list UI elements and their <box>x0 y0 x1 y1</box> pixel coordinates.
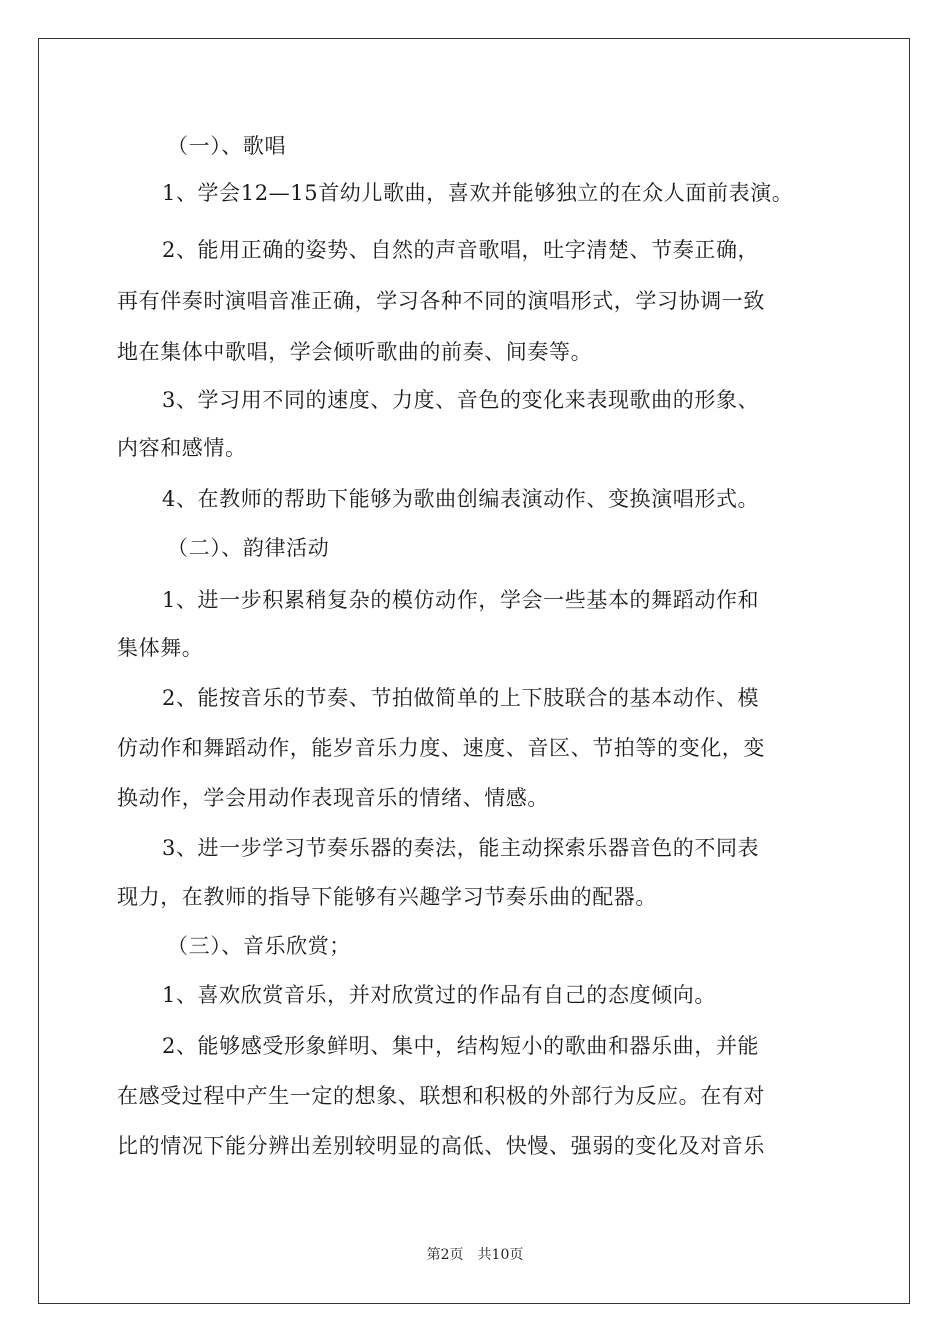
paragraph-line: 1、进一步积累稍复杂的模仿动作，学会一些基本的舞蹈动作和 <box>162 588 760 612</box>
paragraph-line: 内容和感情。 <box>117 436 247 460</box>
paragraph-line: 地在集体中歌唱，学会倾听歌曲的前奏、间奏等。 <box>117 340 593 364</box>
section-heading-appreciation: （三）、音乐欣赏； <box>167 934 351 958</box>
paragraph-line: 在感受过程中产生一定的想象、联想和积极的外部行为反应。在有对 <box>117 1084 765 1108</box>
paragraph-line: 再有伴奏时演唱音准正确，学习各种不同的演唱形式，学习协调一致 <box>117 289 765 313</box>
page-total: 共10页 <box>477 1247 524 1263</box>
paragraph-line: 4、在教师的帮助下能够为歌曲创编表演动作、变换演唱形式。 <box>162 487 760 511</box>
paragraph-line: 换动作，学会用动作表现音乐的情绪、情感。 <box>117 786 549 810</box>
paragraph-line: 3、进一步学习节奏乐器的奏法，能主动探索乐器音色的不同表 <box>162 836 760 860</box>
page-number: 第2页 <box>426 1247 464 1263</box>
paragraph-line: 仿动作和舞蹈动作，能岁音乐力度、速度、音区、节拍等的变化，变 <box>117 736 765 760</box>
paragraph-line: 比的情况下能分辨出差别较明显的高低、快慢、强弱的变化及对音乐 <box>117 1134 765 1158</box>
page-border <box>38 38 910 1304</box>
paragraph-line: 现力，在教师的指导下能够有兴趣学习节奏乐曲的配器。 <box>117 885 657 909</box>
paragraph-line: 2、能用正确的姿势、自然的声音歌唱，吐字清楚、节奏正确， <box>162 238 760 262</box>
page-footer <box>0 1245 950 1265</box>
paragraph-line: 1、喜欢欣赏音乐，并对欣赏过的作品有自己的态度倾向。 <box>162 983 716 1007</box>
paragraph-line: 3、学习用不同的速度、力度、音色的变化来表现歌曲的形象、 <box>162 388 760 412</box>
paragraph-line: 1、学会12—15首幼儿歌曲，喜欢并能够独立的在众人面前表演。 <box>162 181 794 205</box>
paragraph-line: 2、能按音乐的节奏、节拍做简单的上下肢联合的基本动作、模 <box>162 686 760 710</box>
paragraph-line: 2、能够感受形象鲜明、集中，结构短小的歌曲和器乐曲，并能 <box>162 1034 760 1058</box>
section-heading-singing: （一）、歌唱 <box>167 134 287 158</box>
section-heading-rhythm: （二）、韵律活动 <box>167 536 330 560</box>
paragraph-line: 集体舞。 <box>117 636 204 660</box>
